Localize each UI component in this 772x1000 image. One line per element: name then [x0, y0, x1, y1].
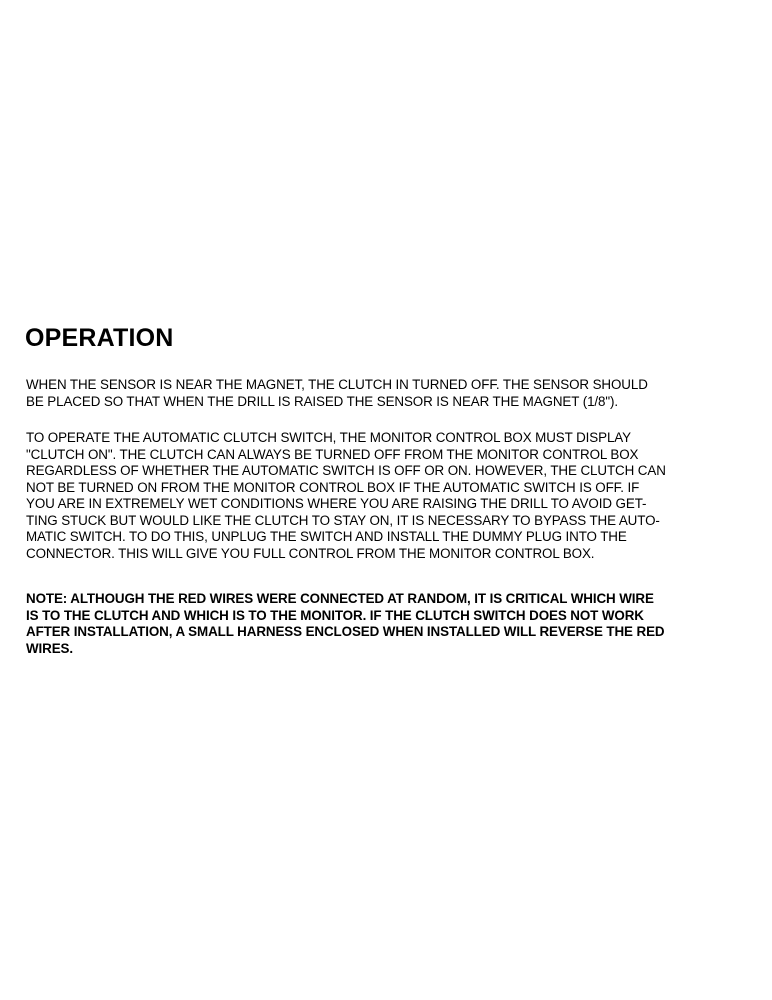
paragraph-line: MATIC SWITCH. TO DO THIS, UNPLUG THE SWITCH AND INSTALL THE DUMMY PLUG INTO THE	[26, 529, 627, 544]
paragraph-line: TO OPERATE THE AUTOMATIC CLUTCH SWITCH, THE MONITOR CONTROL BOX MUST DISPLAY	[26, 430, 631, 445]
paragraph-line: NOT BE TURNED ON FROM THE MONITOR CONTROL BOX IF THE AUTOMATIC SWITCH IS OFF. IF	[26, 479, 640, 495]
note-line: NOTE: ALTHOUGH THE RED WIRES WERE CONNECTED AT RANDOM, IT IS CRITICAL WHICH WIRE	[26, 591, 654, 606]
note-line: IS TO THE CLUTCH AND WHICH IS TO THE MONITOR. IF THE CLUTCH SWITCH DOES NOT WORK	[26, 607, 644, 623]
paragraph-line: YOU ARE IN EXTREMELY WET CONDITIONS WHERE YOU ARE RAISING THE DRILL TO AVOID GET-	[26, 496, 647, 511]
paragraph-line: REGARDLESS OF WHETHER THE AUTOMATIC SWITCH IS OFF OR ON. HOWEVER, THE CLUTCH CAN	[26, 463, 666, 478]
warning-note	[26, 591, 746, 657]
section-heading: OPERATION	[25, 324, 174, 352]
paragraph-line: CONNECTOR. THIS WILL GIVE YOU FULL CONTROL FROM THE MONITOR CONTROL BOX.	[26, 545, 595, 561]
paragraph-line: BE PLACED SO THAT WHEN THE DRILL IS RAISED THE SENSOR IS NEAR THE MAGNET (1/8").	[26, 393, 619, 409]
paragraph-line: TING STUCK BUT WOULD LIKE THE CLUTCH TO STAY ON, IT IS NECESSARY TO BYPASS THE AUTO-	[26, 512, 660, 528]
sensor-placement-paragraph	[26, 377, 746, 410]
note-line: AFTER INSTALLATION, A SMALL HARNESS ENCLOSED WHEN INSTALLED WILL REVERSE THE RED	[26, 624, 665, 639]
paragraph-line: WHEN THE SENSOR IS NEAR THE MAGNET, THE CLUTCH IN TURNED OFF. THE SENSOR SHOULD	[26, 377, 648, 392]
note-line: WIRES.	[26, 640, 74, 656]
paragraph-line: "CLUTCH ON". THE CLUTCH CAN ALWAYS BE TURNED OFF FROM THE MONITOR CONTROL BOX	[26, 446, 639, 462]
automatic-switch-paragraph	[26, 430, 746, 562]
